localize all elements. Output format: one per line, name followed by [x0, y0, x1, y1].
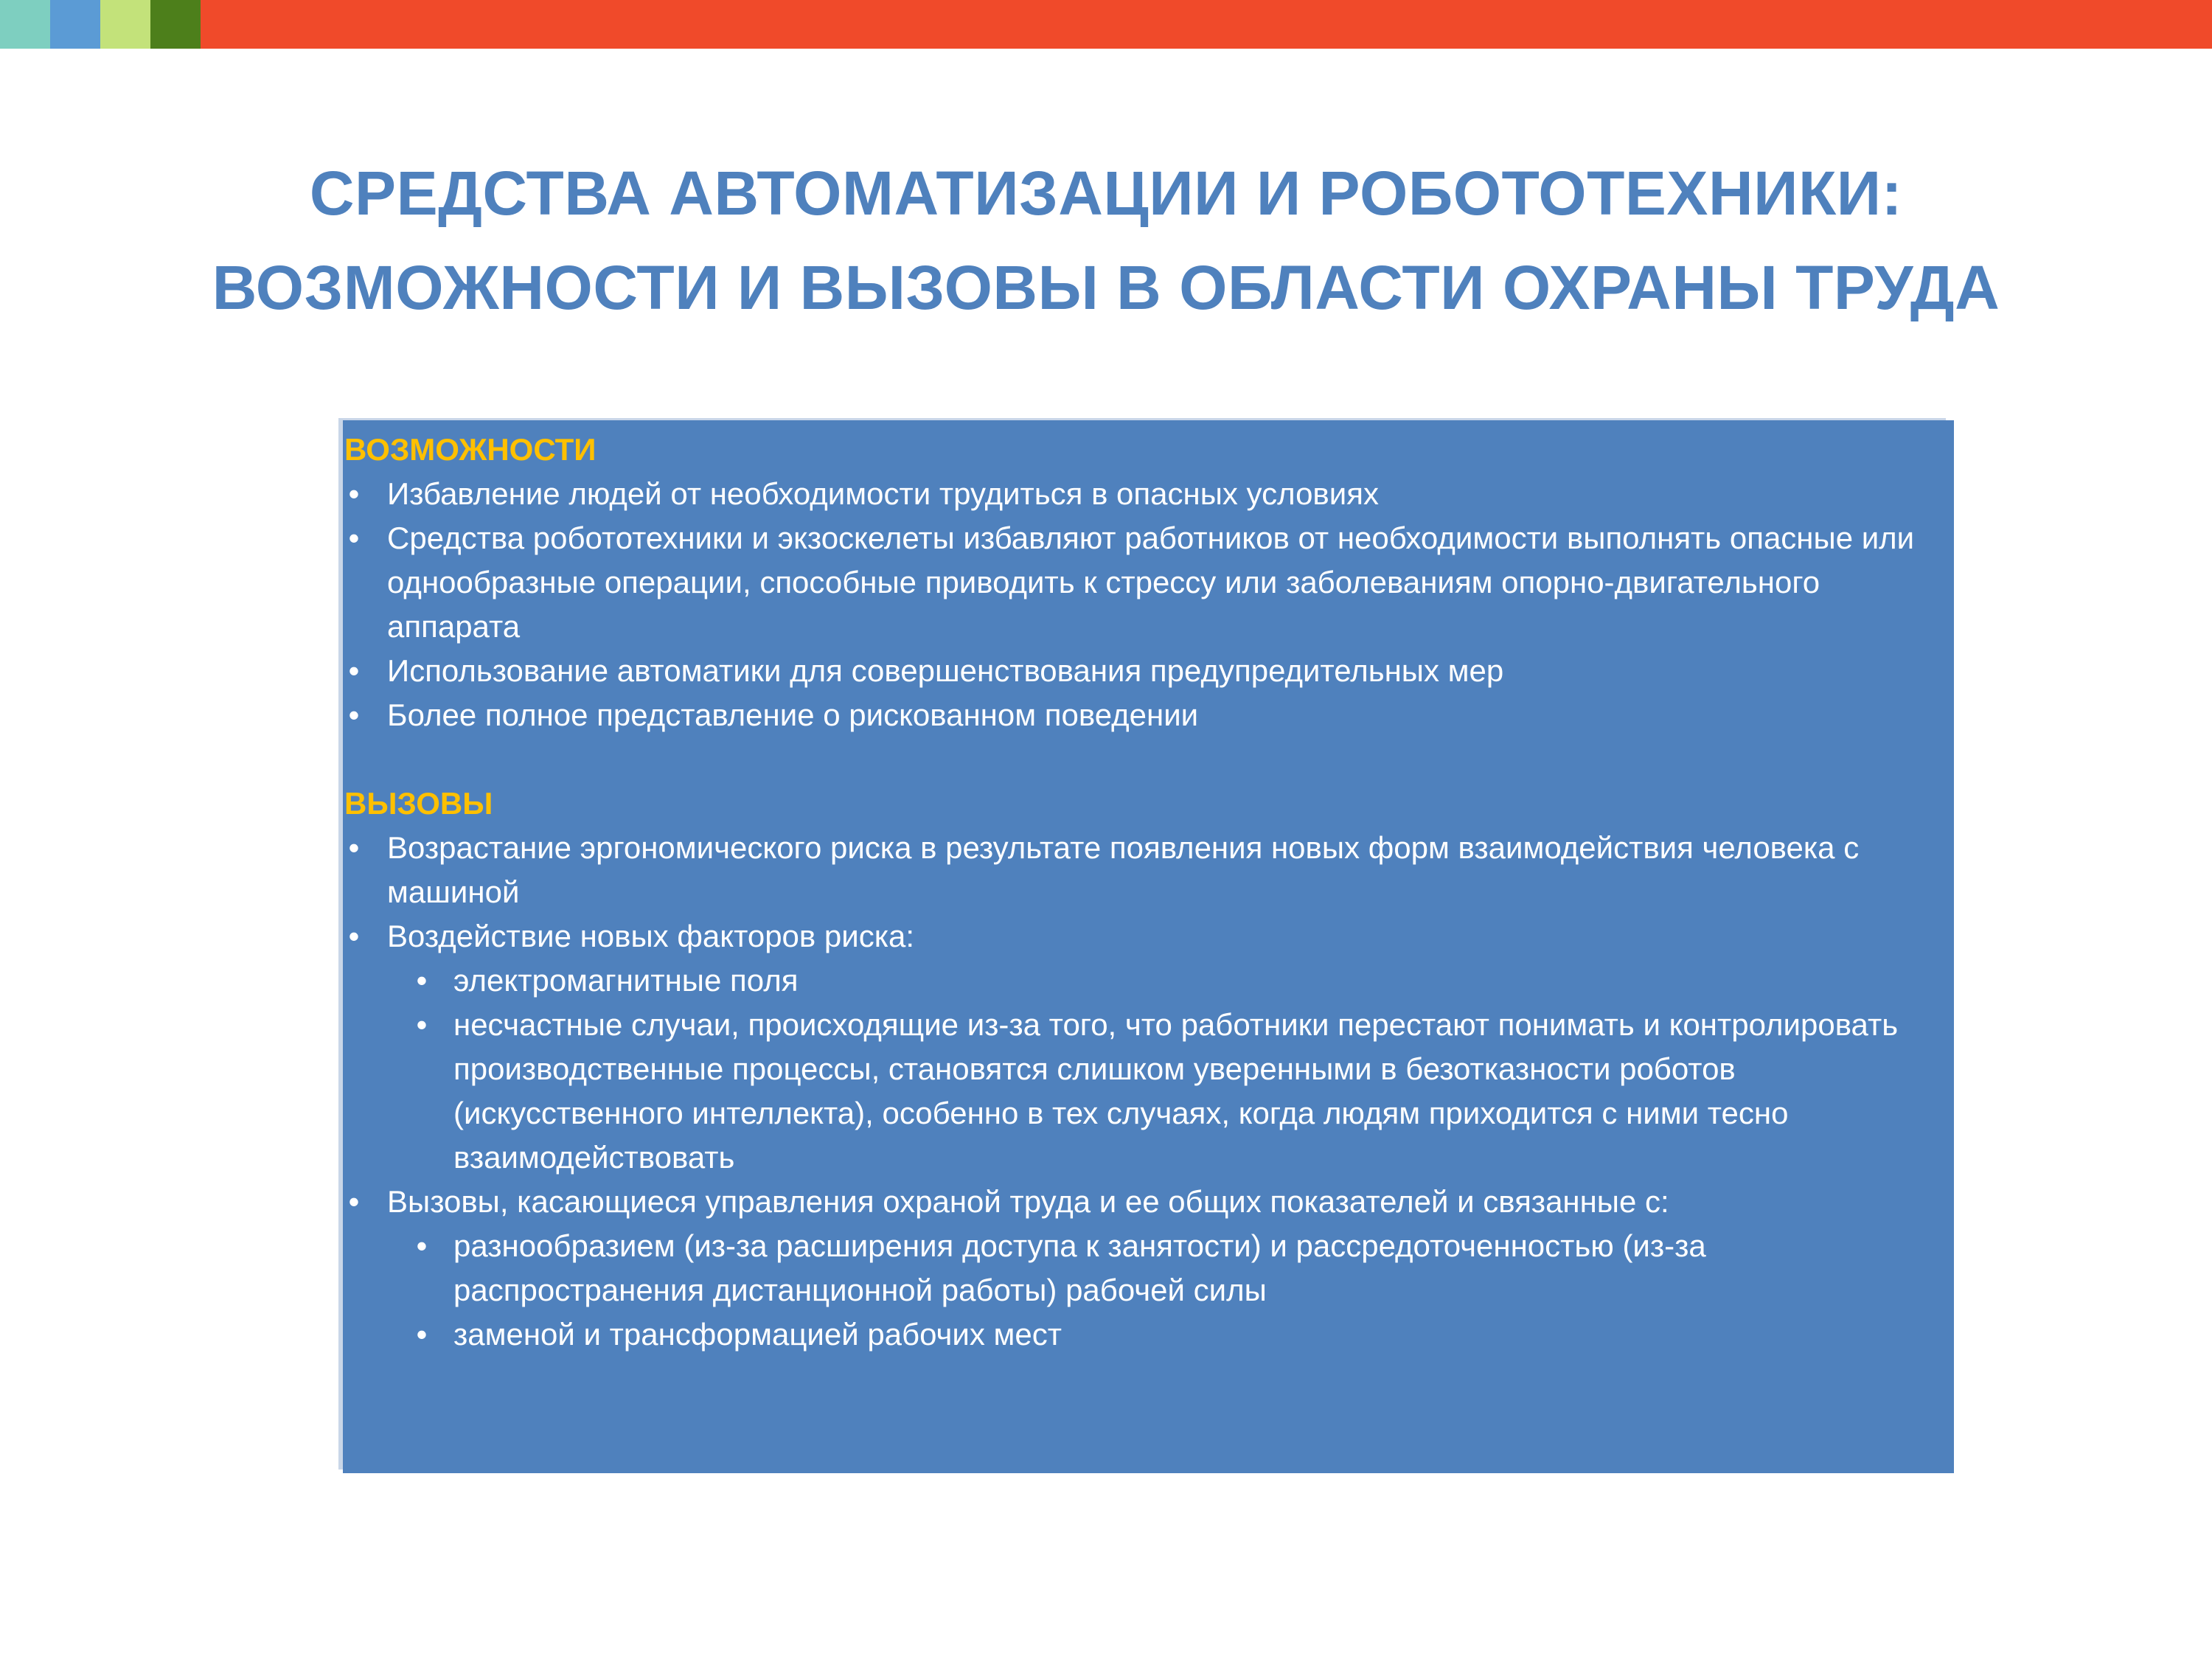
bullet-icon: • — [348, 830, 360, 865]
list-item-text: Воздействие новых факторов риска: — [387, 919, 915, 953]
list-item — [343, 826, 1954, 914]
list-item-text: Вызовы, касающиеся управления охраной труда и ее общих показателей и связанные с: — [387, 1184, 1669, 1219]
sub-list-item-text: электромагнитные поля — [453, 963, 799, 998]
strip-segment-teal — [0, 0, 50, 49]
sub-list-item — [343, 959, 1954, 1003]
list-item — [343, 914, 1954, 1180]
sub-list-item — [343, 1312, 1954, 1357]
bullet-icon: • — [348, 653, 360, 688]
section-spacer — [343, 737, 1954, 782]
list-item-text: Использование автоматики для совершенствования предупредительных мер — [387, 653, 1504, 688]
slide-title — [111, 146, 2101, 335]
bullet-icon: • — [416, 1228, 428, 1263]
list-item-text: Возрастание эргономического риска в результате появления новых форм взаимодействия человека с машиной — [387, 830, 1860, 909]
list-item-text: Более полное представление о рискованном поведении — [387, 698, 1199, 732]
bullet-icon: • — [348, 919, 360, 953]
sub-list — [387, 1224, 1954, 1357]
challenges-list — [343, 826, 1954, 1357]
sub-list-item-text: несчастные случаи, происходящие из-за того, что работники перестают понимать и контролировать производственные процессы, становятся слишком уверенными в безотказности роботов (искусственного интеллекта), особенно в тех случаях, когда людям приходится с ними тесно взаимодействовать — [453, 1007, 1899, 1175]
list-item — [343, 516, 1954, 649]
list-item — [343, 693, 1954, 737]
challenges-heading: ВЫЗОВЫ — [344, 786, 493, 821]
content-panel — [343, 420, 1954, 1473]
strip-segment-red — [201, 0, 2212, 49]
strip-segment-dark-green — [150, 0, 201, 49]
sub-list-item-text: заменой и трансформацией рабочих мест — [453, 1317, 1062, 1352]
bullet-icon: • — [348, 698, 360, 732]
bullet-icon: • — [348, 1184, 360, 1219]
list-item-text: Средства робототехники и экзоскелеты избавляют работников от необходимости выполнять опасные или однообразные операции, способные приводить к стрессу или заболеваниям опорно-двигательного аппарата — [387, 521, 1915, 644]
strip-segment-light-green — [100, 0, 150, 49]
sub-list-item — [343, 1224, 1954, 1312]
top-color-strip — [0, 0, 2212, 49]
sub-list-item-text: разнообразием (из-за расширения доступа к занятости) и рассредоточенностью (из-за распространения дистанционной работы) рабочей силы — [453, 1228, 1706, 1307]
list-item-text: Избавление людей от необходимости трудиться в опасных условиях — [387, 476, 1379, 511]
strip-segment-blue — [50, 0, 100, 49]
list-item — [343, 649, 1954, 693]
slide-title-line-2: ВОЗМОЖНОСТИ И ВЫЗОВЫ В ОБЛАСТИ ОХРАНЫ ТРУДА — [212, 253, 2000, 322]
opportunities-list — [343, 472, 1954, 737]
slide-title-line-1: СРЕДСТВА АВТОМАТИЗАЦИИ И РОБОТОТЕХНИКИ: — [309, 159, 1903, 228]
list-item — [343, 1180, 1954, 1357]
bullet-icon: • — [348, 521, 360, 555]
opportunities-heading: ВОЗМОЖНОСТИ — [344, 432, 597, 467]
sub-list — [387, 959, 1954, 1180]
bullet-icon: • — [416, 963, 428, 998]
sub-list-item — [343, 1003, 1954, 1180]
bullet-icon: • — [416, 1007, 428, 1042]
bullet-icon: • — [348, 476, 360, 511]
list-item — [343, 472, 1954, 516]
bullet-icon: • — [416, 1317, 428, 1352]
